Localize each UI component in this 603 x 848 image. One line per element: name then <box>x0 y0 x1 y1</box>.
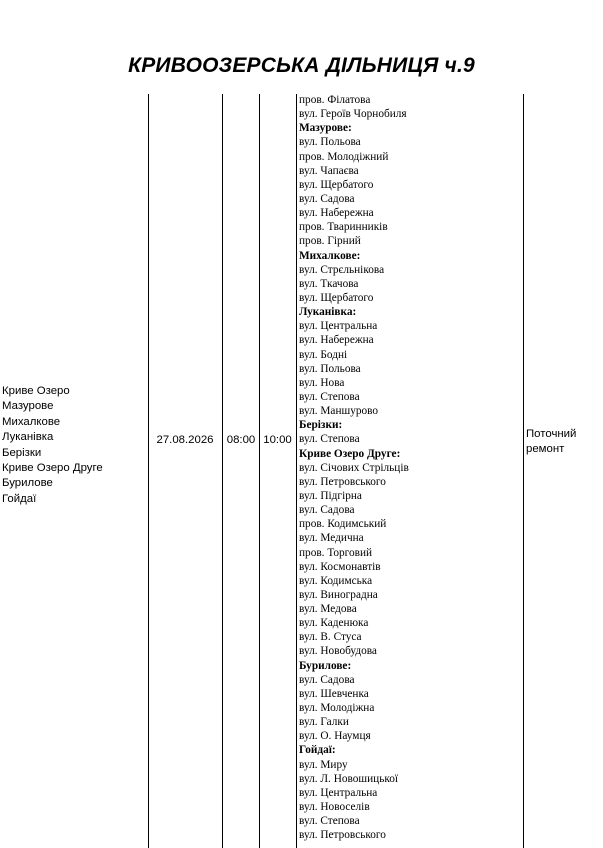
settlement-header: Криве Озеро Друге: <box>299 447 401 460</box>
street-address: вул. Петровського <box>299 475 386 488</box>
settlement-name: Гойдаї <box>2 492 37 505</box>
street-address: вул. Героїв Чорнобиля <box>299 108 407 121</box>
street-address: вул. Молодіжна <box>299 702 375 715</box>
street-address: вул. Маншурово <box>299 405 379 418</box>
settlements-cell <box>2 384 146 507</box>
street-address: вул. Центральна <box>299 320 378 333</box>
street-address: вул. Космонавтів <box>299 560 381 573</box>
street-address: вул. Садова <box>299 673 355 686</box>
settlement-header: Гойдаї: <box>299 744 336 757</box>
street-address: вул. Ткачова <box>299 277 359 290</box>
street-address: пров. Молодіжний <box>299 150 389 163</box>
street-address: вул. Каденюка <box>299 617 369 630</box>
outage-reason: Поточний ремонт <box>526 428 577 456</box>
street-address: вул. Бодні <box>299 348 348 361</box>
street-address: вул. Степова <box>299 433 360 446</box>
settlement-name: Криве Озеро Друге <box>2 462 103 475</box>
street-address: вул. Л. Новошицької <box>299 772 399 785</box>
street-address: вул. Набережна <box>299 207 374 220</box>
street-address: вул. Новоселів <box>299 801 370 814</box>
street-address: вул. Польова <box>299 362 361 375</box>
street-address: вул. Виноградна <box>299 588 378 601</box>
street-address: пров. Гірний <box>299 235 361 248</box>
settlement-header: Михалкове: <box>299 249 361 262</box>
street-address: вул. Галки <box>299 716 349 729</box>
column-divider <box>296 94 297 848</box>
street-address: вул. Польова <box>299 136 361 149</box>
street-address: вул. Медична <box>299 532 364 545</box>
street-address: вул. Петровського <box>299 829 386 842</box>
page-title: КРИВООЗЕРСЬКА ДІЛЬНИЦЯ ч.9 <box>128 54 475 77</box>
settlement-name: Михалкове <box>2 415 61 428</box>
street-address: вул. Підгірна <box>299 489 362 502</box>
addresses-cell <box>299 93 521 842</box>
street-address: вул. Центральна <box>299 786 378 799</box>
street-address: вул. Набережна <box>299 334 374 347</box>
street-address: вул. Січових Стрільців <box>299 461 409 474</box>
outage-date: 27.08.2026 <box>156 434 214 446</box>
street-address: пров. Філатова <box>299 94 371 106</box>
settlement-header: Луканівка: <box>299 306 357 319</box>
street-address: вул. Щербатого <box>299 291 374 304</box>
street-address: вул. О. Наумця <box>299 730 371 743</box>
outage-start-time: 08:00 <box>226 434 256 446</box>
outage-end-time: 10:00 <box>263 434 292 446</box>
settlement-name: Криве Озеро <box>2 385 70 397</box>
street-address: вул. Кодимська <box>299 574 373 587</box>
street-address: вул. Чапаєва <box>299 164 359 177</box>
street-address: вул. Степова <box>299 815 360 828</box>
column-divider <box>259 94 260 848</box>
column-divider <box>148 94 149 848</box>
street-address: пров. Кодимський <box>299 518 387 531</box>
settlement-header: Мазурове: <box>299 122 352 135</box>
settlement-header: Бурилове: <box>299 659 352 672</box>
settlement-name: Берізки <box>2 446 42 459</box>
column-divider <box>523 94 524 848</box>
street-address: вул. Нова <box>299 376 345 389</box>
street-address: вул. Садова <box>299 504 355 517</box>
street-address: вул. Новобудова <box>299 645 377 658</box>
settlement-name: Мазурове <box>2 400 54 413</box>
street-address: вул. В. Стуса <box>299 631 362 644</box>
settlement-name: Бурилове <box>2 477 53 490</box>
street-address: вул. Шевченка <box>299 687 369 700</box>
street-address: вул. Щербатого <box>299 178 374 191</box>
street-address: вул. Медова <box>299 603 357 616</box>
street-address: пров. Торговий <box>299 546 373 559</box>
street-address: вул. Миру <box>299 758 348 771</box>
settlement-header: Берізки: <box>299 419 343 432</box>
street-address: пров. Тваринників <box>299 221 388 234</box>
street-address: вул. Садова <box>299 192 355 205</box>
settlement-name: Луканівка <box>2 431 54 444</box>
street-address: вул. Стрєльнікова <box>299 263 385 276</box>
column-divider <box>222 94 223 848</box>
street-address: вул. Степова <box>299 390 360 403</box>
